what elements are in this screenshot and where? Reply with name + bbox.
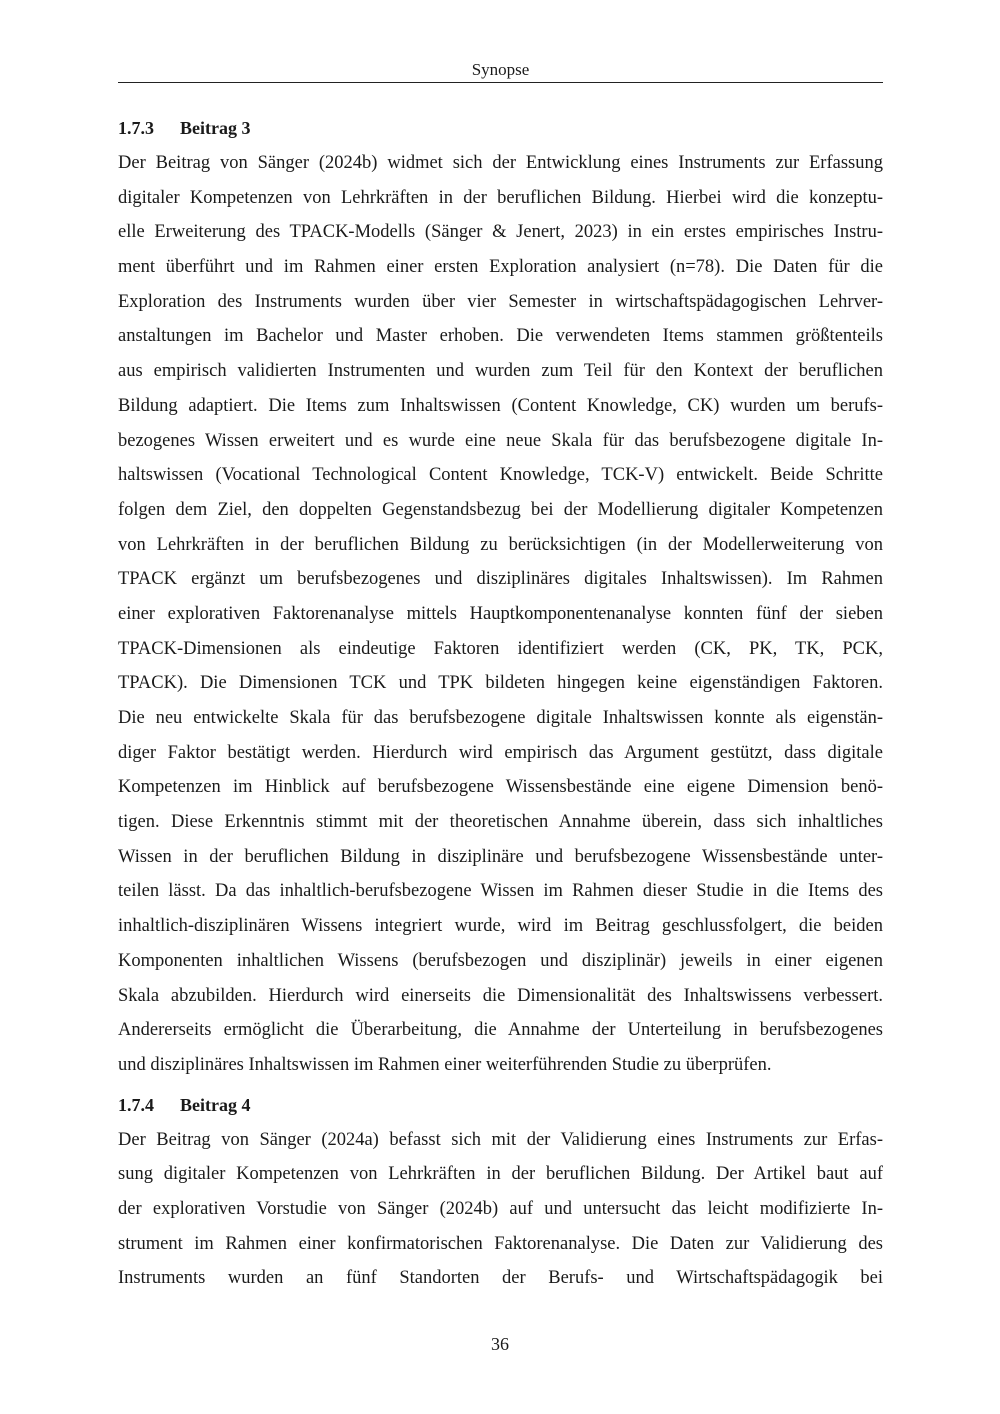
text-line: Bildung adaptiert. Die Items zum Inhaltswissen (Content Knowledge, CK) wurden um berufs-: [118, 395, 883, 416]
text-line: aus empirisch validierten Instrumenten und wurden zum Teil für den Kontext der beruflichen: [118, 361, 883, 382]
text-line: Der Beitrag von Sänger (2024a) befasst sich mit der Validierung eines Instruments zur Erfas-: [118, 1129, 883, 1150]
text-line: anstaltungen im Bachelor und Master erhoben. Die verwendeten Items stammen größtenteils: [118, 326, 883, 347]
section-title: Beitrag 3: [180, 118, 251, 138]
text-line: Andererseits ermöglicht die Überarbeitung, die Annahme der Unterteilung in berufsbezogenes: [118, 1020, 883, 1041]
text-line: bezogenes Wissen erweitert und es wurde eine neue Skala für das berufsbezogene digitale In-: [118, 430, 883, 451]
text-line: Wissen in der beruflichen Bildung in disziplinäre und berufsbezogene Wissensbestände unter-: [118, 846, 883, 867]
section-title: Beitrag 4: [180, 1094, 251, 1115]
text-line: folgen dem Ziel, den doppelten Gegenstandsbezug bei der Modellierung digitaler Kompetenzen: [118, 499, 883, 520]
text-line: Kompetenzen im Hinblick auf berufsbezogene Wissensbestände eine eigene Dimension benö-: [118, 777, 883, 798]
text-line: teilen lässt. Da das inhaltlich-berufsbezogene Wissen im Rahmen dieser Studie in die Items des: [118, 881, 883, 902]
running-header-title: Synopse: [471, 60, 530, 79]
text-line: Komponenten inhaltlichen Wissens (berufsbezogen und disziplinär) jeweils in einer eigenen: [118, 950, 883, 971]
page-content: [118, 116, 883, 1306]
text-line: haltswissen (Vocational Technological Content Knowledge, TCK-V) entwickelt. Beide Schritte: [118, 465, 883, 486]
page-number: 36: [491, 1334, 509, 1354]
text-line: strument im Rahmen einer konfirmatorischen Faktorenanalyse. Die Daten zur Validierung des: [118, 1233, 883, 1254]
text-line: und disziplinäres Inhaltswissen im Rahmen einer weiterführenden Studie zu überprüfen.: [118, 1054, 772, 1075]
text-line: Instruments wurden an fünf Standorten der Berufs- und Wirtschaftspädagogik bei: [118, 1268, 883, 1289]
section-beitrag-3: [118, 116, 883, 1083]
text-line: einer explorativen Faktorenanalyse mittels Hauptkomponentenanalyse konnten fünf der sieben: [118, 603, 883, 624]
text-line: TPACK). Die Dimensionen TCK und TPK bildeten hingegen keine eigenständigen Faktoren.: [118, 673, 883, 694]
text-line: Skala abzubilden. Hierdurch wird einerseits die Dimensionalität des Inhaltswissens verbessert.: [118, 985, 883, 1006]
text-line: sung digitaler Kompetenzen von Lehrkräften in der beruflichen Bildung. Der Artikel baut auf: [118, 1164, 883, 1185]
section-number: 1.7.3: [118, 118, 154, 138]
text-line: diger Faktor bestätigt werden. Hierdurch wird empirisch das Argument gestützt, dass digitale: [118, 742, 883, 763]
text-line: Der Beitrag von Sänger (2024b) widmet sich der Entwicklung eines Instruments zur Erfassung: [118, 153, 883, 173]
text-line: Die neu entwickelte Skala für das berufsbezogene digitale Inhaltswissen konnte als eigenstän-: [118, 708, 883, 728]
text-line: elle Erweiterung des TPACK-Modells (Sänger & Jenert, 2023) in ein erstes empirisches Instru-: [118, 222, 883, 243]
text-line: inhaltlich-disziplinären Wissens integriert wurde, wird im Beitrag geschlussfolgert, die beiden: [118, 916, 883, 937]
section-paragraph: [118, 1123, 883, 1296]
section-heading: [118, 116, 883, 140]
section-paragraph: [118, 146, 883, 1083]
running-header: [118, 60, 883, 83]
text-line: tigen. Diese Erkenntnis stimmt mit der theoretischen Annahme überein, dass sich inhaltliches: [118, 812, 883, 833]
text-line: TPACK-Dimensionen als eindeutige Faktoren identifiziert werden (CK, PK, TK, PCK,: [118, 638, 883, 659]
text-line: Exploration des Instruments wurden über vier Semester in wirtschaftspädagogischen Lehrver-: [118, 291, 883, 312]
section-beitrag-4: [118, 1093, 883, 1296]
text-line: TPACK ergänzt um berufsbezogenes und disziplinäres digitales Inhaltswissen). Im Rahmen: [118, 569, 883, 590]
text-line: der explorativen Vorstudie von Sänger (2024b) auf und untersucht das leicht modifizierte In-: [118, 1198, 883, 1219]
section-heading: [118, 1093, 883, 1117]
section-number: 1.7.4: [118, 1094, 154, 1115]
text-line: von Lehrkräften in der beruflichen Bildung zu berücksichtigen (in der Modellerweiterung von: [118, 534, 883, 555]
text-line: digitaler Kompetenzen von Lehrkräften in der beruflichen Bildung. Hierbei wird die konzeptu-: [118, 187, 883, 208]
text-line: ment überführt und im Rahmen einer ersten Exploration analysiert (n=78). Die Daten für die: [118, 257, 883, 278]
